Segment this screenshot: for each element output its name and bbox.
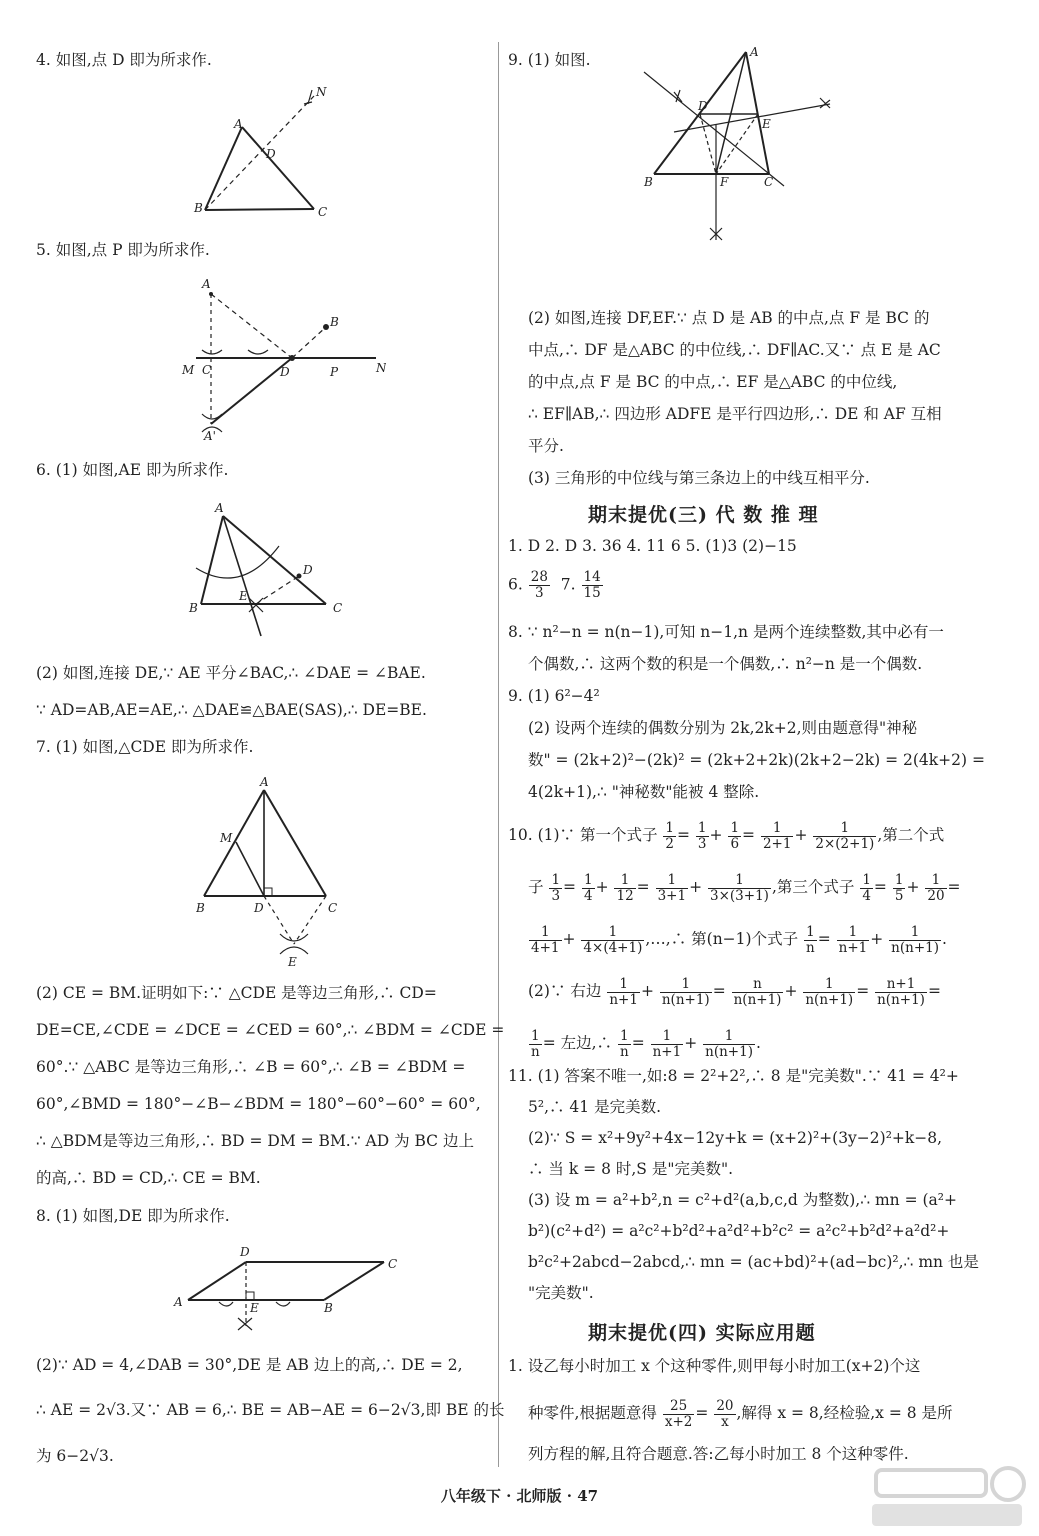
q5-label-d: D [280, 365, 290, 379]
q9-2a-text: (2) 如图,连接 DF,EF.∵ 点 D 是 AB 的中点,点 F 是 BC 的 [528, 309, 930, 327]
q9-2b-text: 中点,∴ DF 是△ABC 的中位线,∴ DF∥AC.又∵ 点 E 是 AC [528, 341, 941, 359]
q10-line3: $\frac{1}{4+1}$ + $\frac{1}{4\times(4+1)}$ ,…,∴ 第(n−1)个式子 $\frac{1}{n}$ = $\frac{1}{n+1}$ + $\frac{1}{n(n+1)}$ . [531, 923, 947, 956]
watermark-logo [868, 1462, 1030, 1530]
q7-label-c: C [328, 901, 338, 915]
q11-2a-text: (2)∵ S = x²+9y²+4x−12y+k = (x+2)²+(3y−2)²+k−8, [528, 1129, 943, 1147]
q9-label-c: C [764, 175, 774, 189]
q9-label-e: E [762, 117, 771, 131]
answers-6-7 [508, 570, 604, 612]
ans6-label: 6. [508, 575, 523, 594]
ans7-label: 7. [560, 575, 576, 594]
q8-label-e: E [250, 1301, 259, 1315]
q5-text: 5. 如图,点 P 即为所求作. [36, 241, 210, 259]
answers-1-5: 1. D 2. D 3. 36 4. 11 6 5. (1)3 (2)−15 [508, 537, 797, 555]
q5-figure [136, 274, 386, 444]
q7-label-e: E [288, 955, 297, 969]
q5-label-a-prime: A' [204, 429, 216, 443]
q7-figure [196, 772, 386, 972]
q11-3c-text: b²c²+2abcd−2abcd,∴ mn = (ac+bd)²+(ad−bc)²,∴ mn 也是 [528, 1253, 979, 1271]
q6-2b-text: ∵ AD=AB,AE=AE,∴ △DAE≌△BAE(SAS),∴ DE=BE. [36, 701, 427, 719]
q4-label-c: C [318, 205, 328, 219]
q11-2b-text: ∴ 当 k = 8 时,S 是"完美数". [528, 1160, 734, 1178]
q11-1b-text: 5²,∴ 41 是完美数. [528, 1098, 662, 1116]
q9-2c-text: 的中点,点 F 是 BC 的中点,∴ EF 是△ABC 的中位线, [528, 373, 898, 391]
q4-text: 4. 如图,点 D 即为所求作. [36, 51, 212, 69]
q5-label-b: B [330, 315, 339, 329]
q7-2e-text: ∴ △BDM是等边三角形,∴ BD = DM = BM.∵ AD 为 BC 边上 [36, 1132, 474, 1150]
q4-label-a: A [234, 117, 243, 131]
q7-2a-text: (2) CE = BM.证明如下:∵ △CDE 是等边三角形,∴ CD= [36, 984, 437, 1002]
q9s-2a-text: (2) 设两个连续的偶数分别为 2k,2k+2,则由题意得"神秘 [528, 719, 918, 737]
q7-label-m: M [220, 831, 233, 845]
q9-label-b: B [644, 175, 653, 189]
page-footer: 八年级下 · 北师版 · 47 [440, 1487, 599, 1505]
q8-2c-text: 为 6−2√3. [36, 1447, 114, 1465]
q10-line2: 子 $\frac{1}{3}$ = $\frac{1}{4}$ + $\frac{1}{12}$ = $\frac{1}{3+1}$ + $\frac{1}{3\times(3+1)}$ ,第三个式子 $\frac{1}{4}$ = $\frac{1}{5}$ + $\frac{1}{20}$ = [528, 871, 961, 904]
q6-label-b: B [189, 601, 198, 615]
q6-figure [181, 496, 381, 646]
q7-label-a: A [260, 775, 269, 789]
q10-line4: (2)∵ 右边 $\frac{1}{n+1}$ + $\frac{1}{n(n+1)}$ = $\frac{n}{n(n+1)}$ + $\frac{1}{n(n+1)}$ = $\frac{n+1}{n(n+1)}$ = [528, 975, 941, 1008]
q9s-2c-text: 4(2k+1),∴ "神秘数"能被 4 整除. [528, 783, 760, 801]
q6-label-d: D [303, 563, 313, 577]
q9-3-text: (3) 三角形的中位线与第三条边上的中线互相平分. [528, 469, 870, 487]
q9s-1-text: 9. (1) 6²−4² [508, 687, 600, 705]
q9-label-f: F [720, 175, 729, 189]
q5-label-m: M [182, 363, 195, 377]
app-1c-text: 列方程的解,且符合题意.答:乙每小时加工 8 个这种零件. [528, 1445, 909, 1463]
q7-2d-text: 60°,∠BMD = 180°−∠B−∠BDM = 180°−60°−60° = 60°, [36, 1095, 481, 1113]
q4-label-n: N [316, 85, 327, 99]
q11-3b-text: b²)(c²+d²) = a²c²+b²d²+a²d²+b²c² = a²c²+b²d²+a²d²+ [528, 1222, 950, 1240]
q6-label-e: E [239, 589, 248, 603]
q6-1-text: 6. (1) 如图,AE 即为所求作. [36, 461, 229, 479]
q8-label-b: B [324, 1301, 333, 1315]
q4-figure [186, 82, 376, 222]
q8-2a-text: (2)∵ AD = 4,∠DAB = 30°,DE 是 AB 边上的高,∴ DE = 2, [36, 1356, 463, 1374]
q7-1-text: 7. (1) 如图,△CDE 即为所求作. [36, 738, 254, 756]
section-heading-3: 期末提优(三) 代 数 推 理 [588, 504, 819, 526]
q9-figure [634, 44, 844, 244]
q9-label-d: D [698, 99, 708, 113]
section-heading-4: 期末提优(四) 实际应用题 [588, 1322, 816, 1344]
q4-label-b: B [194, 201, 203, 215]
q10-line1: 10. (1)∵ 第一个式子 $\frac{1}{2}$ = $\frac{1}{3}$ + $\frac{1}{6}$ = $\frac{1}{2+1}$ + $\frac{1}{2\times(2+1)}$ ,第二个式 [508, 819, 945, 852]
column-divider [498, 42, 499, 1467]
q5-label-p: P [330, 365, 339, 379]
q7-label-b: B [196, 901, 205, 915]
q6-2a-text: (2) 如图,连接 DE,∵ AE 平分∠BAC,∴ ∠DAE = ∠BAE. [36, 664, 426, 682]
q7-label-d: D [254, 901, 264, 915]
q9s-2b-text: 数" = (2k+2)²−(2k)² = (2k+2+2k)(2k+2−2k) = 2(4k+2) = [528, 751, 985, 769]
q8-label-a: A [174, 1295, 183, 1309]
q8-figure [164, 1240, 404, 1340]
q8s-b-text: 个偶数,∴ 这两个数的积是一个偶数,∴ n²−n 是一个偶数. [528, 655, 923, 673]
app-1a-text: 1. 设乙每小时加工 x 个这种零件,则甲每小时加工(x+2)个这 [508, 1357, 921, 1375]
q5-label-c: C [202, 363, 212, 377]
q9-2e-text: 平分. [528, 437, 564, 455]
q7-2f-text: 的高,∴ BD = CD,∴ CE = BM. [36, 1169, 261, 1187]
q10-line5: $\frac{1}{n}$ = 左边,∴ $\frac{1}{n}$ = $\frac{1}{n+1}$ + $\frac{1}{n(n+1)}$ . [531, 1027, 761, 1060]
q5-label-a: A [202, 277, 211, 291]
q7-2b-text: DE=CE,∠CDE = ∠DCE = ∠CED = 60°,∴ ∠BDM = ∠CDE = [36, 1021, 505, 1039]
q11-3d-text: "完美数". [528, 1284, 594, 1302]
q8-label-c: C [388, 1257, 398, 1271]
ans7-fraction: $\frac{14}{15}$ [583, 569, 601, 601]
q8-2b-text: ∴ AE = 2√3.又∵ AB = 6,∴ BE = AB−AE = 6−2√3,即 BE 的长 [36, 1401, 505, 1419]
q8-1-text: 8. (1) 如图,DE 即为所求作. [36, 1207, 230, 1225]
q4-label-d: D [266, 147, 276, 161]
ans6-fraction: $\frac{28}{3}$ [530, 569, 548, 601]
q6-label-a: A [215, 501, 224, 515]
app-1b-line: 种零件,根据题意得 $\frac{25}{x+2}$ = $\frac{20}{x}$ ,解得 x = 8,经检验,x = 8 是所 [528, 1397, 953, 1430]
q6-label-c: C [333, 601, 343, 615]
q9-label-a: A [750, 45, 759, 59]
q11-1a-text: 11. (1) 答案不唯一,如:8 = 2²+2²,∴ 8 是"完美数".∵ 41 = 4²+ [508, 1067, 959, 1085]
q7-2c-text: 60°.∵ △ABC 是等边三角形,∴ ∠B = 60°,∴ ∠B = ∠BDM = [36, 1058, 466, 1076]
q11-3a-text: (3) 设 m = a²+b²,n = c²+d²(a,b,c,d 为整数),∴ mn = (a²+ [528, 1191, 957, 1209]
q8-label-d: D [240, 1245, 250, 1259]
q9-2d-text: ∴ EF∥AB,∴ 四边形 ADFE 是平行四边形,∴ DE 和 AF 互相 [528, 405, 942, 423]
q5-label-n: N [376, 361, 386, 375]
q9-1-text: 9. (1) 如图. [508, 51, 591, 69]
q8s-a-text: 8. ∵ n²−n = n(n−1),可知 n−1,n 是两个连续整数,其中必有一 [508, 623, 944, 641]
